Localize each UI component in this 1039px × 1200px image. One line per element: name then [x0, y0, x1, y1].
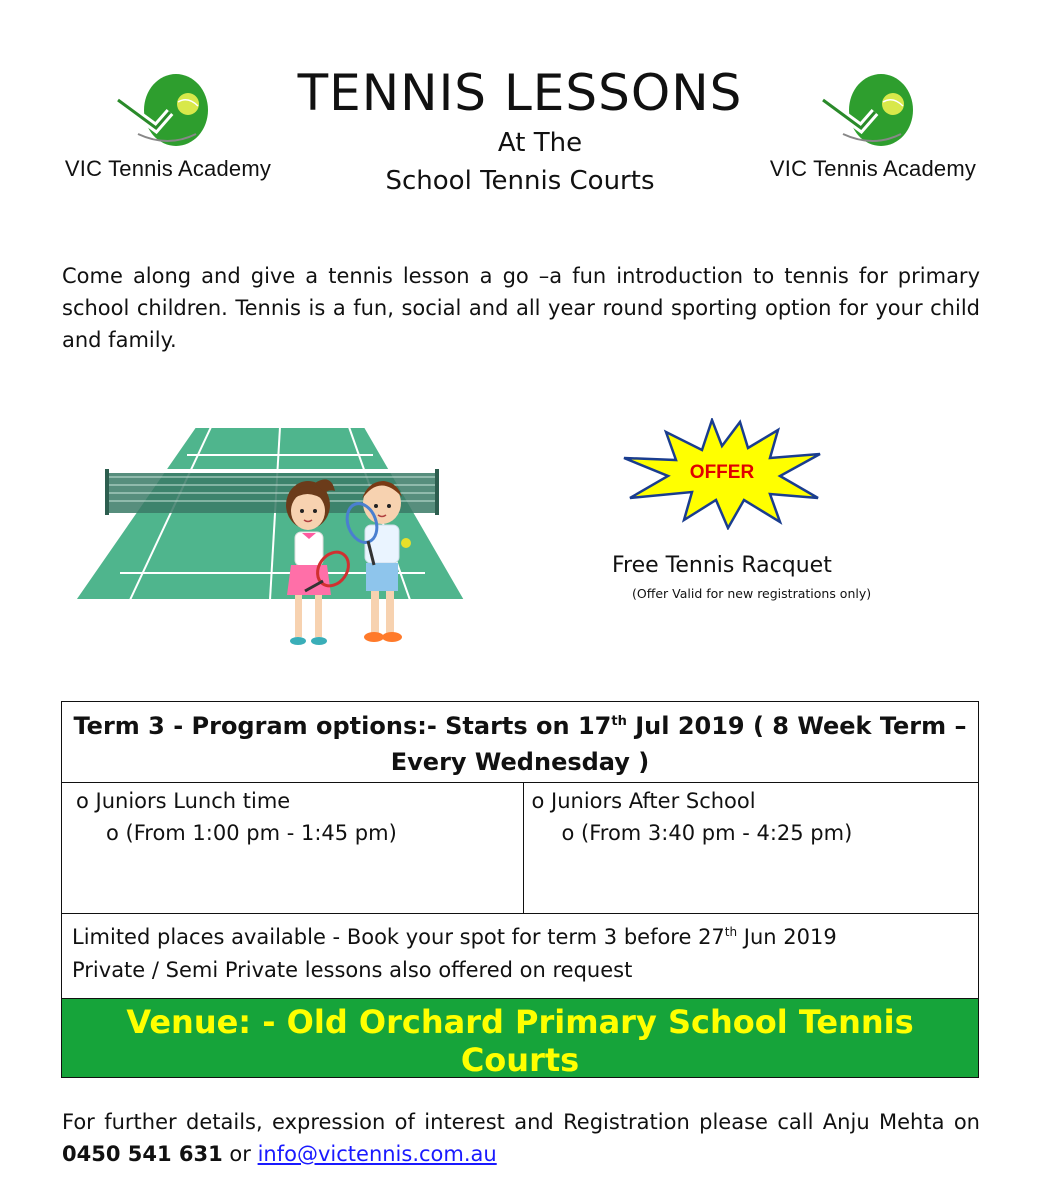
venue-banner: Venue: - Old Orchard Primary School Tennis Courts [62, 999, 978, 1077]
program-notes [62, 914, 978, 999]
tennis-court-illustration [75, 425, 470, 680]
intro-paragraph: Come along and give a tennis lesson a go –a fun introduction to tennis for primary school children. Tennis is a fun, social and all year round sporting option for your child and family. [62, 264, 980, 352]
tennis-ball-logo-icon [108, 72, 228, 152]
page-title: TENNIS LESSONS [297, 64, 743, 122]
limited-places-note: Limited places available - Book your spot for term 3 before 27th Jun 2019 [72, 925, 837, 949]
option-label: o Juniors Lunch time [76, 789, 291, 813]
offer-text: Free Tennis Racquet [612, 553, 832, 578]
option-lunch-time [62, 783, 523, 913]
program-table [61, 701, 979, 1078]
phone-number: 0450 541 631 [62, 1142, 223, 1166]
option-time: o (From 1:00 pm - 1:45 pm) [106, 821, 397, 845]
offer-starburst-icon [620, 418, 825, 530]
option-label: o Juniors After School [531, 789, 756, 813]
program-heading: Term 3 - Program options:- Starts on 17th Jul 2019 ( 8 Week Term – Every Wednesday ) [62, 702, 978, 783]
private-lessons-note: Private / Semi Private lessons also offered on request [72, 958, 633, 982]
program-options-row [62, 783, 978, 914]
option-after-school [523, 783, 979, 913]
academy-name: VIC Tennis Academy [64, 156, 272, 181]
subtitle-line1: At The [497, 128, 583, 158]
academy-name: VIC Tennis Academy [769, 156, 977, 181]
subtitle-line2: School Tennis Courts [385, 166, 655, 196]
offer-badge-text: OFFER [689, 462, 755, 483]
contact-footer: For further details, expression of interest and Registration please call Anju Mehta on 0450 541 631 or info@victennis.com.au [62, 1110, 980, 1166]
offer-note: (Offer Valid for new registrations only) [632, 586, 872, 601]
option-time: o (From 3:40 pm - 4:25 pm) [561, 821, 853, 845]
email-link[interactable]: info@victennis.com.au [257, 1142, 497, 1166]
